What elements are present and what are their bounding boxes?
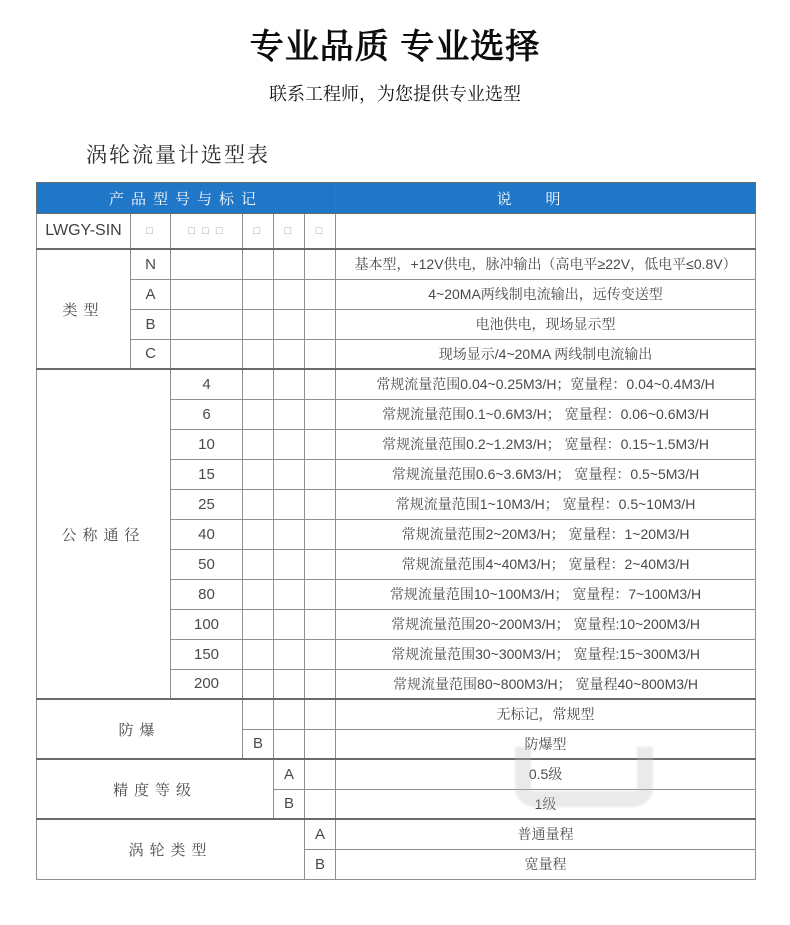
empty-cell bbox=[243, 369, 274, 399]
code-cell: 150 bbox=[171, 639, 243, 669]
empty-cell bbox=[243, 279, 274, 309]
spec-row bbox=[37, 699, 756, 729]
empty-cell bbox=[305, 369, 336, 399]
empty-cell bbox=[305, 549, 336, 579]
spec-row bbox=[37, 309, 756, 339]
empty-cell bbox=[274, 699, 305, 729]
desc-cell: 普通量程 bbox=[336, 819, 756, 849]
empty-cell bbox=[305, 789, 336, 819]
code-cell: A bbox=[274, 759, 305, 789]
empty-cell bbox=[243, 549, 274, 579]
code-cell: N bbox=[131, 249, 171, 279]
empty-cell bbox=[274, 279, 305, 309]
desc-cell: 常规流量范围4~40M3/H； 宽量程：2~40M3/H bbox=[336, 549, 756, 579]
code-cell: 200 bbox=[171, 669, 243, 699]
spec-row bbox=[37, 339, 756, 369]
empty-cell bbox=[243, 579, 274, 609]
spec-row bbox=[37, 759, 756, 789]
empty-cell bbox=[305, 309, 336, 339]
code-cell: 4 bbox=[171, 369, 243, 399]
header-description: 说明 bbox=[336, 183, 756, 214]
spec-row bbox=[37, 279, 756, 309]
empty-cell bbox=[305, 519, 336, 549]
code-cell bbox=[243, 699, 274, 729]
empty-cell bbox=[243, 459, 274, 489]
code-cell: B bbox=[305, 849, 336, 879]
empty-cell bbox=[171, 309, 243, 339]
empty-cell bbox=[305, 699, 336, 729]
empty-cell bbox=[305, 339, 336, 369]
mark-cell: □ □ □ bbox=[171, 214, 243, 250]
desc-cell: 基本型，+12V供电，脉冲输出（高电平≥22V，低电平≤0.8V） bbox=[336, 249, 756, 279]
empty-cell bbox=[305, 429, 336, 459]
empty-cell bbox=[305, 489, 336, 519]
mark-cell: □ bbox=[243, 214, 274, 250]
empty-cell bbox=[274, 399, 305, 429]
code-cell: B bbox=[274, 789, 305, 819]
section-label-explosion-proof: 防爆 bbox=[37, 699, 243, 759]
section-label-turbine-type: 涡轮类型 bbox=[37, 819, 305, 879]
desc-cell: 1级 bbox=[336, 789, 756, 819]
empty-cell bbox=[274, 429, 305, 459]
empty-cell bbox=[274, 669, 305, 699]
spec-row bbox=[37, 369, 756, 399]
desc-cell: 常规流量范围1~10M3/H； 宽量程：0.5~10M3/H bbox=[336, 489, 756, 519]
code-cell: A bbox=[131, 279, 171, 309]
empty-cell bbox=[243, 339, 274, 369]
desc-cell: 常规流量范围0.2~1.2M3/H； 宽量程：0.15~1.5M3/H bbox=[336, 429, 756, 459]
desc-cell: 无标记，常规型 bbox=[336, 699, 756, 729]
empty-cell bbox=[243, 399, 274, 429]
desc-cell: 常规流量范围0.04~0.25M3/H；宽量程：0.04~0.4M3/H bbox=[336, 369, 756, 399]
desc-cell: 常规流量范围20~200M3/H； 宽量程:10~200M3/H bbox=[336, 609, 756, 639]
desc-cell: 常规流量范围30~300M3/H； 宽量程:15~300M3/H bbox=[336, 639, 756, 669]
empty-cell bbox=[305, 579, 336, 609]
empty-cell bbox=[274, 519, 305, 549]
empty-cell bbox=[305, 249, 336, 279]
desc-cell: 现场显示/4~20MA 两线制电流输出 bbox=[336, 339, 756, 369]
empty-cell bbox=[171, 339, 243, 369]
empty-cell bbox=[274, 729, 305, 759]
mark-cell: □ bbox=[274, 214, 305, 250]
desc-cell: 防爆型 bbox=[336, 729, 756, 759]
code-cell: A bbox=[305, 819, 336, 849]
mark-cell: □ bbox=[131, 214, 171, 250]
empty-cell bbox=[243, 519, 274, 549]
code-cell: 15 bbox=[171, 459, 243, 489]
empty-cell bbox=[305, 459, 336, 489]
code-cell: B bbox=[131, 309, 171, 339]
empty-cell bbox=[274, 309, 305, 339]
code-cell: 10 bbox=[171, 429, 243, 459]
empty-cell bbox=[243, 249, 274, 279]
header-product-model-marks: 产品型号与标记 bbox=[37, 183, 336, 214]
desc-cell: 常规流量范围10~100M3/H； 宽量程：7~100M3/H bbox=[336, 579, 756, 609]
empty-cell bbox=[274, 549, 305, 579]
empty-cell bbox=[274, 609, 305, 639]
empty-cell bbox=[243, 639, 274, 669]
code-cell: 40 bbox=[171, 519, 243, 549]
spec-row bbox=[37, 249, 756, 279]
empty-cell bbox=[274, 459, 305, 489]
empty-desc-cell bbox=[336, 214, 756, 250]
desc-cell: 宽量程 bbox=[336, 849, 756, 879]
selection-table bbox=[36, 182, 756, 880]
empty-cell bbox=[274, 579, 305, 609]
page-title: 专业品质 专业选择 bbox=[249, 28, 541, 66]
code-cell: C bbox=[131, 339, 171, 369]
empty-cell bbox=[274, 369, 305, 399]
empty-cell bbox=[305, 669, 336, 699]
desc-cell: 常规流量范围0.6~3.6M3/H； 宽量程：0.5~5M3/H bbox=[336, 459, 756, 489]
mark-cell: □ bbox=[305, 214, 336, 250]
empty-cell bbox=[171, 249, 243, 279]
code-cell: 6 bbox=[171, 399, 243, 429]
empty-cell bbox=[171, 279, 243, 309]
model-code: LWGY-SIN bbox=[37, 214, 131, 250]
code-cell: 25 bbox=[171, 489, 243, 519]
empty-cell bbox=[274, 249, 305, 279]
empty-cell bbox=[305, 399, 336, 429]
empty-cell bbox=[243, 429, 274, 459]
spec-row bbox=[37, 819, 756, 849]
section-title: 涡轮流量计选型表 bbox=[86, 144, 270, 167]
section-label-diameter: 公称通径 bbox=[37, 369, 171, 699]
desc-cell: 常规流量范围80~800M3/H； 宽量程40~800M3/H bbox=[336, 669, 756, 699]
empty-cell bbox=[243, 489, 274, 519]
desc-cell: 4~20MA两线制电流输出，远传变送型 bbox=[336, 279, 756, 309]
section-label-type: 类型 bbox=[37, 249, 131, 369]
empty-cell bbox=[274, 339, 305, 369]
code-cell: 100 bbox=[171, 609, 243, 639]
empty-cell bbox=[243, 609, 274, 639]
empty-cell bbox=[243, 309, 274, 339]
desc-cell: 常规流量范围2~20M3/H； 宽量程：1~20M3/H bbox=[336, 519, 756, 549]
desc-cell: 电池供电，现场显示型 bbox=[336, 309, 756, 339]
empty-cell bbox=[305, 279, 336, 309]
empty-cell bbox=[305, 759, 336, 789]
code-cell: 80 bbox=[171, 579, 243, 609]
section-label-accuracy: 精度等级 bbox=[37, 759, 274, 819]
empty-cell bbox=[305, 609, 336, 639]
empty-cell bbox=[243, 669, 274, 699]
table-header-row bbox=[37, 183, 756, 214]
empty-cell bbox=[274, 489, 305, 519]
desc-cell: 0.5级 bbox=[336, 759, 756, 789]
code-cell: B bbox=[243, 729, 274, 759]
code-cell: 50 bbox=[171, 549, 243, 579]
empty-cell bbox=[305, 729, 336, 759]
page-subtitle: 联系工程师，为您提供专业选型 bbox=[269, 84, 521, 104]
empty-cell bbox=[274, 639, 305, 669]
desc-cell: 常规流量范围0.1~0.6M3/H； 宽量程：0.06~0.6M3/H bbox=[336, 399, 756, 429]
model-row bbox=[37, 214, 756, 250]
empty-cell bbox=[305, 639, 336, 669]
